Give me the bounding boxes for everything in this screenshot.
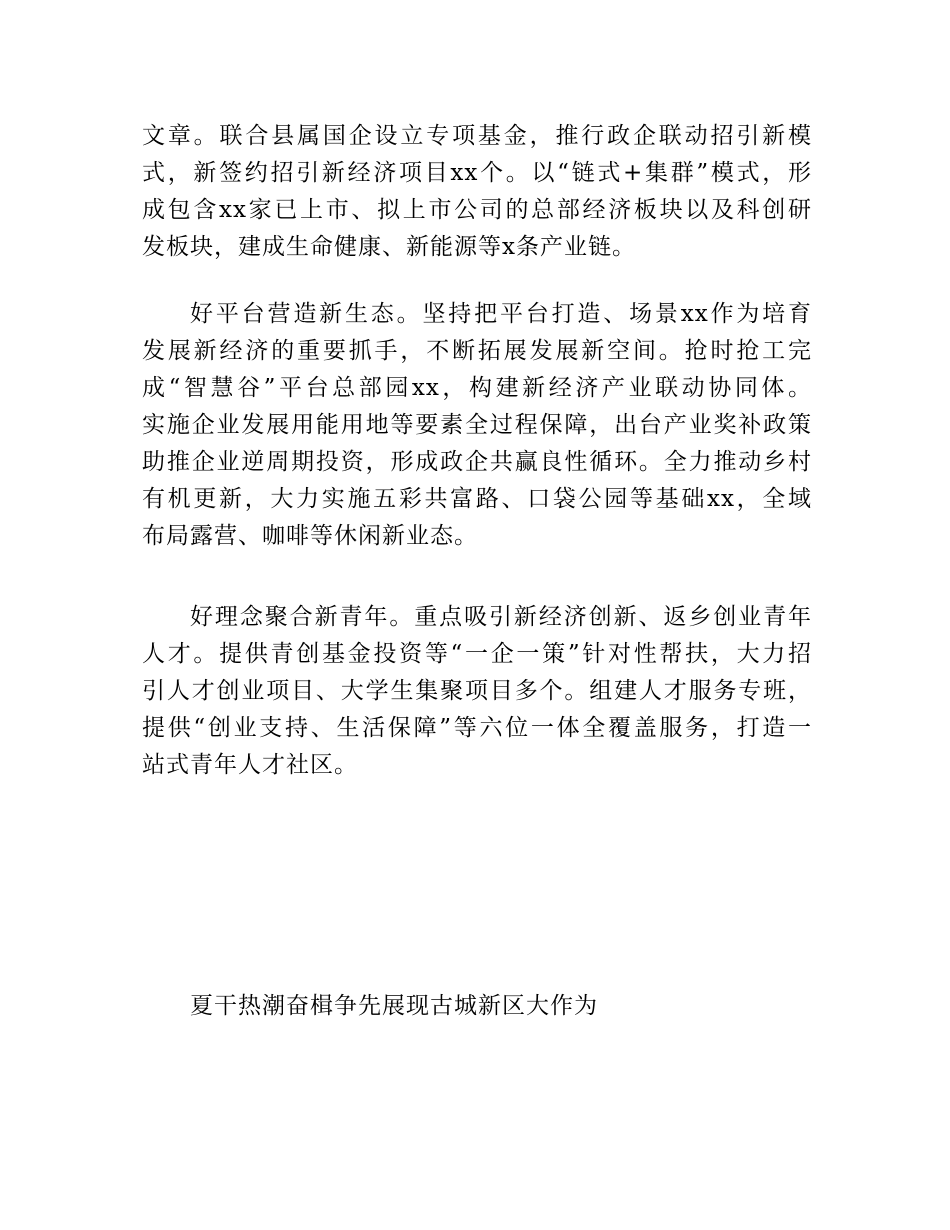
paragraph-line: 式，新签约招引新经济项目xx个。以“链式+集群”模式，形	[142, 160, 812, 186]
paragraph-line: 文章。联合县属国企设立专项基金，推行政企联动招引新模	[142, 123, 812, 149]
paragraph-line: 有机更新，大力实施五彩共富路、口袋公园等基础xx，全域	[142, 486, 812, 512]
paragraph-line: 站式青年人才社区。	[142, 752, 358, 778]
paragraph-line: 助推企业逆周期投资，形成政企共赢良性循环。全力推动乡村	[142, 449, 812, 475]
paragraph-line: 人才。提供青创基金投资等“一企一策”针对性帮扶，大力招	[142, 641, 812, 667]
paragraph-line: 引人才创业项目、大学生集聚项目多个。组建人才服务专班，	[142, 678, 812, 704]
paragraph-line: 发板块，建成生命健康、新能源等x条产业链。	[142, 234, 636, 260]
paragraph-line: 发展新经济的重要抓手，不断拓展发展新空间。抢时抢工完	[142, 338, 812, 364]
paragraph-line: 实施企业发展用能用地等要素全过程保障，出台产业奖补政策	[142, 412, 812, 438]
paragraph-line: 好平台营造新生态。坚持把平台打造、场景xx作为培育	[190, 301, 812, 327]
paragraph-youth-talent	[142, 599, 812, 784]
next-article-title: 夏干热潮奋楫争先展现古城新区大作为	[190, 993, 598, 1019]
paragraph-line: 好理念聚合新青年。重点吸引新经济创新、返乡创业青年	[190, 604, 812, 630]
paragraph-line: 提供“创业支持、生活保障”等六位一体全覆盖服务，打造一	[142, 715, 812, 741]
paragraph-line: 成包含xx家已上市、拟上市公司的总部经济板块以及科创研	[142, 197, 812, 223]
paragraph-platform-ecology	[142, 296, 812, 555]
paragraph-line: 成“智慧谷”平台总部园xx，构建新经济产业联动协同体。	[142, 375, 812, 401]
paragraph-chain-cluster	[142, 118, 812, 266]
paragraph-line: 布局露营、咖啡等休闲新业态。	[142, 523, 478, 549]
